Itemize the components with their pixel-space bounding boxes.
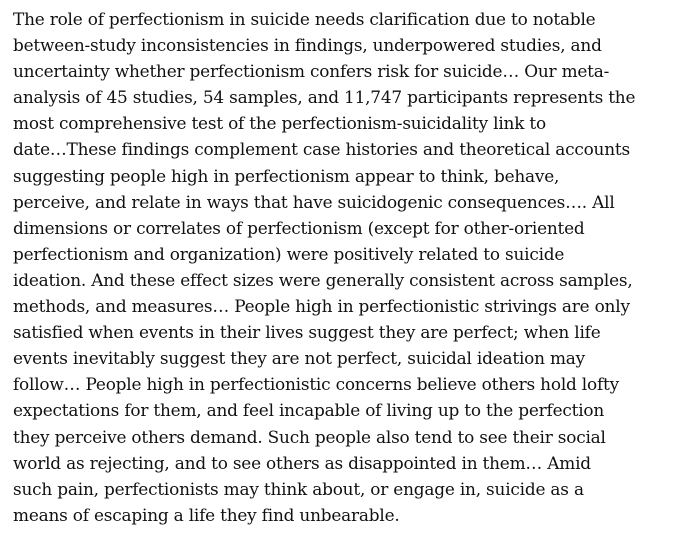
text-line: suggesting people high in perfectionism appear to think, behave, xyxy=(13,165,560,186)
text-line: between-study inconsistencies in findings, underpowered studies, and xyxy=(13,35,602,56)
text-line: perceive, and relate in ways that have suicidogenic consequences…. All xyxy=(13,191,615,212)
text-line: such pain, perfectionists may think about, or engage in, suicide as a xyxy=(13,478,584,499)
text-line: methods, and measures… People high in perfectionistic strivings are only xyxy=(13,296,630,317)
text-line: satisfied when events in their lives suggest they are perfect; when life xyxy=(13,322,601,343)
text-line: follow… People high in perfectionistic concerns believe others hold lofty xyxy=(13,374,619,395)
text-line: world as rejecting, and to see others as disappointed in them… Amid xyxy=(13,452,591,473)
text-line: dimensions or correlates of perfectionism (except for other-oriented xyxy=(13,217,585,238)
text-line: ideation. And these effect sizes were generally consistent across samples, xyxy=(13,269,633,290)
text-line: perfectionism and organization) were positively related to suicide xyxy=(13,243,565,264)
text-line: expectations for them, and feel incapable of living up to the perfection xyxy=(13,400,605,421)
text-line: The role of perfectionism in suicide needs clarification due to notable xyxy=(13,9,596,29)
quote-paragraph xyxy=(13,6,689,528)
text-line: uncertainty whether perfectionism confers risk for suicide… Our meta- xyxy=(13,61,610,82)
text-line: they perceive others demand. Such people also tend to see their social xyxy=(13,426,606,447)
text-line: most comprehensive test of the perfectionism-suicidality link to xyxy=(13,113,546,134)
text-line: date…These findings complement case histories and theoretical accounts xyxy=(13,139,630,160)
text-line: events inevitably suggest they are not perfect, suicidal ideation may xyxy=(13,348,586,369)
text-line: means of escaping a life they find unbearable. xyxy=(13,504,400,525)
text-line: analysis of 45 studies, 54 samples, and 11,747 participants represents the xyxy=(13,87,636,108)
